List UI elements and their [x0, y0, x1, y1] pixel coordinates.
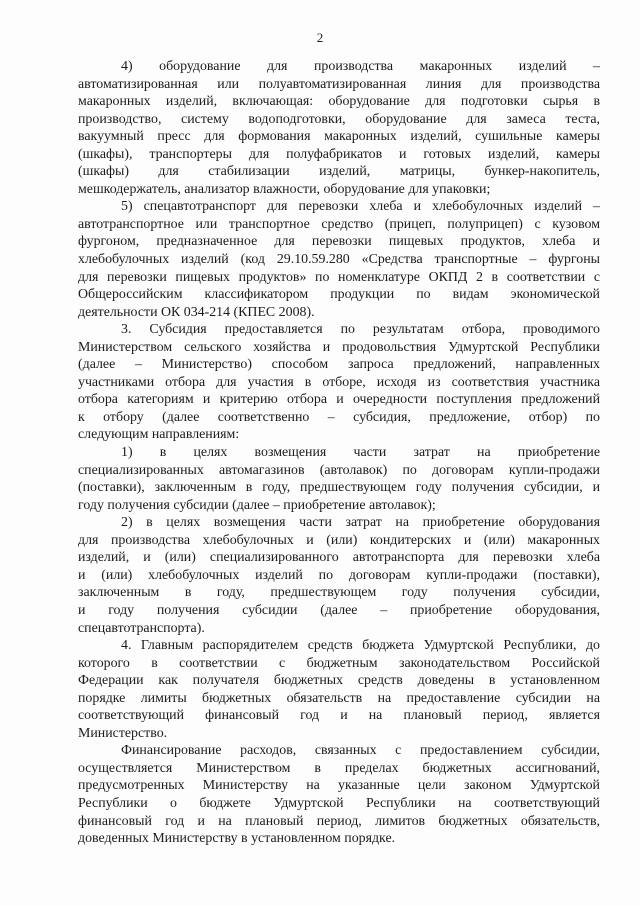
text-line: 3. Субсидия предоставляется по результатам отбора, проводимого — [121, 322, 600, 338]
text-line: 4) оборудование для производства макаронных изделий – — [121, 59, 600, 74]
text-line: Общероссийским классификатором продукции по видам экономической — [78, 287, 600, 303]
document-body — [78, 58, 600, 848]
text-line: к отбору (далее соответственно – субсидия, предложение, отбор) по — [78, 409, 600, 425]
paragraph-item-4-equipment — [78, 58, 600, 198]
text-line: для перевозки пищевых продуктов» по номенклатуре ОКПД 2 в соответствии с — [78, 269, 600, 285]
text-line: специализированных автомагазинов (автолавок) по договорам купли-продажи — [78, 462, 600, 478]
text-line: производство, систему водоподготовки, оборудование для замеса теста, — [78, 111, 600, 127]
text-line: следующим направлениям: — [78, 427, 240, 443]
text-line: изделий, и (или) специализированного автотранспорта для перевозки хлеба — [78, 550, 600, 566]
text-line: отбора категориям и критерию отбора и очередности поступления предложений — [78, 392, 600, 408]
paragraph-clause-4 — [78, 637, 600, 742]
paragraph-direction-1 — [78, 444, 600, 514]
text-line: порядке лимиты бюджетных обязательств на предоставление субсидии на — [78, 690, 600, 706]
text-line: (шкафы) для стабилизации изделий, матрицы, бункер-накопитель, — [78, 164, 600, 180]
text-line: мешкодержатель, анализатор влажности, оборудование для упаковки; — [78, 181, 491, 197]
paragraph-direction-2 — [78, 514, 600, 637]
text-line: (шкафы), транспортеры для полуфабрикатов и готовых изделий, камеры — [78, 146, 600, 162]
text-line: Министерство. — [78, 725, 168, 741]
text-line: соответствующий финансовый год и на плановый период, является — [78, 708, 600, 724]
text-line: хлебобулочных изделий (код 29.10.59.280 «Средства транспортные – фургоны — [78, 252, 600, 268]
text-line: Федерации как получателя бюджетных средств доведены в установленном — [78, 673, 600, 689]
text-line: для производства хлебобулочных и (или) кондитерских и (или) макаронных — [78, 532, 600, 548]
text-line: 1) в целях возмещения части затрат на приобретение — [121, 445, 600, 461]
text-line: 5) спецавтотранспорт для перевозки хлеба и хлебобулочных изделий – — [121, 199, 600, 215]
text-line: и (или) хлебобулочных изделий по договорам купли-продажи (поставки), — [78, 567, 600, 583]
text-line: Министерством сельского хозяйства и продовольствия Удмуртской Республики — [78, 339, 600, 355]
text-line: 4. Главным распорядителем средств бюджета Удмуртской Республики, до — [121, 638, 600, 654]
paragraph-financing — [78, 742, 600, 847]
text-line: Республики о бюджете Удмуртской Республики на соответствующий — [78, 795, 600, 811]
text-line: доведенных Министерству в установленном порядке. — [78, 831, 396, 847]
text-line: вакуумный пресс для формования макаронных изделий, сушильные камеры — [78, 129, 600, 145]
text-line: макаронных изделий, включающая: оборудование для подготовки сырья в — [78, 94, 600, 110]
text-line: автотранспортное или транспортное средство (прицеп, полуприцеп) с кузовом — [78, 216, 600, 232]
text-line: участниками отбора для участия в отборе, исходя из соответствия участника — [78, 374, 600, 390]
text-line: автоматизированная или полуавтоматизированная линия для производства — [78, 76, 600, 92]
text-line: деятельности ОК 034-214 (КПЕС 2008). — [78, 304, 315, 320]
text-line: (далее – Министерство) способом запроса предложений, направленных — [78, 357, 600, 373]
text-line: и году получения субсидии (далее – приобретение оборудования, — [78, 602, 600, 618]
text-line: фургоном, предназначенное для перевозки пищевых продуктов, хлеба и — [78, 234, 600, 250]
paragraph-clause-3 — [78, 321, 600, 444]
text-line: осуществляется Министерством в пределах бюджетных ассигнований, — [78, 760, 600, 776]
page-number: 2 — [316, 30, 324, 45]
text-line: заключенным в году, предшествующем году получения субсидии, — [78, 585, 600, 601]
text-line: Финансирование расходов, связанных с предоставлением субсидии, — [121, 743, 600, 759]
text-line: спецавтотранспорта). — [78, 620, 205, 636]
text-line: финансовый год и на плановый период, лимитов бюджетных обязательств, — [78, 813, 600, 829]
text-line: предусмотренных Министерству на указанные цели законом Удмуртской — [78, 778, 600, 794]
text-line: 2) в целях возмещения части затрат на приобретение оборудования — [121, 515, 600, 531]
text-line: которого в соответствии с бюджетным законодательством Российской — [78, 655, 600, 671]
text-line: году получения субсидии (далее – приобретение автолавок); — [78, 497, 436, 513]
text-line: (поставки), заключенным в году, предшествующем году получения субсидии, и — [78, 480, 600, 496]
paragraph-item-5-special-transport — [78, 198, 600, 321]
